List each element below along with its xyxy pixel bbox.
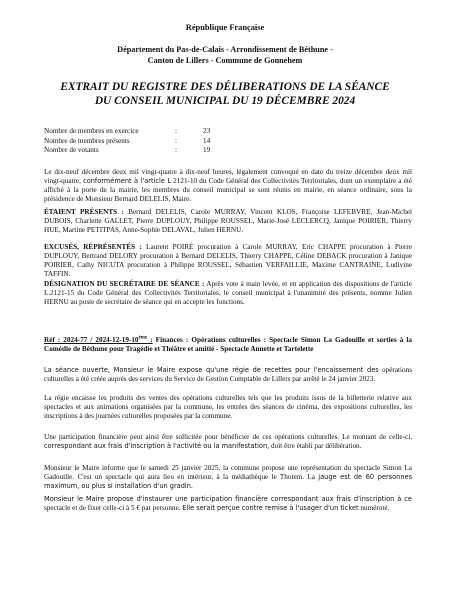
- deliberation-reference: [44, 336, 153, 344]
- reference-colon: :: [147, 336, 153, 344]
- department-line-1: Département du Pas-de-Calais - Arrondissement de Béthune -: [117, 45, 333, 54]
- body-paragraph-3: [44, 433, 412, 451]
- member-count-row: [44, 137, 284, 147]
- member-count-row: [44, 146, 284, 156]
- excused-paragraph: [44, 243, 412, 279]
- convocation-handwritten-text: conformément à l'article L: [83, 176, 172, 185]
- department-header: [60, 45, 390, 67]
- paragraph-text: Monsieur le Maire informe que le samedi 25 janvier 2025, la commune propose une représentation du spectacle Simon La Gadouille. C'est un spectacle qui aura lieu en intérieur, à la médiathèque le Thotem. La: [44, 464, 412, 481]
- member-counts: [44, 127, 284, 156]
- excused-list: Laurent POIRÉ procuration à Carole MURRAY, Eric CHAPPE procuration à Pierre DUPLOUY, Bertrand DELORY procuration à Bernard DELELIS, Thierry CHAPPE, Céline DEBACK procuration à Janique POIRIER, Cathy NICUTA procuration à Philippe ROUSSEL, Sébastien VERFAILLIE, Maxime CANTRAINE, Ludivine TAFFIN.: [44, 243, 412, 278]
- paragraph-text-end: numéroté.: [358, 503, 390, 512]
- reference-suffix: ème: [138, 335, 148, 341]
- secretary-label: DÉSIGNATION DU SECRÉTAIRE DE SÉANCE :: [44, 280, 205, 288]
- deliberation-title: Finances : Opérations culturelles : Spectacle Simon La Gadouille et sorties à la Comédie de Béthune pour Tragédie et Théâtre et amitié - Spectacle Annette et Tartelette: [44, 336, 412, 353]
- member-count-value: 23: [203, 127, 211, 135]
- handwritten-text: Monsieur le Maire propose d'instaurer une participation financière correspondant aux frais d'inscription à ce: [44, 495, 412, 503]
- paragraph-text: La régie encaisse les produits des ventes des opérations culturelles tels que les produits issus de la billetterie relative aux spectacles et aux animations organisées par la commune, les entrées des séances de cinéma, des expositions culturelles, les inscriptions à des journées culturelles proposées par la commune.: [44, 394, 412, 420]
- document-title: [30, 81, 420, 109]
- body-paragraph-2: [44, 394, 412, 421]
- convocation-text-end: 2121-10 du Code Général des Collectivités Territoriales, dont un exemplaire a été affiché à la porte de la mairie, les membres du conseil municipal se sont réunis en mairie, en séance ordinaire, sous la présidence de Monsieur Bernard DELELIS, Maire.: [44, 176, 412, 203]
- member-count-value: 19: [203, 146, 211, 155]
- member-count-label: Nombre de membres en exercice: [44, 127, 139, 135]
- body-paragraph-1: [44, 366, 412, 384]
- member-count-row: [44, 127, 284, 137]
- member-count-colon: :: [175, 127, 177, 135]
- handwritten-text-2: Elle serait perçue contre remise à l'usager d'un ticket: [182, 503, 359, 512]
- paragraph-text: spectacle et de fixer celle-ci à 5 € par personne.: [44, 503, 183, 512]
- excused-label: EXCUSÉS, RÉPRÉSENTÉS :: [44, 243, 142, 251]
- member-count-value: 14: [203, 136, 211, 145]
- title-line-2: DU CONSEIL MUNICIPAL DU 19 DÉCEMBRE 2024: [94, 94, 356, 107]
- handwritten-text: jauge est de 60 personnes maximum, ou plus si installation d'un gradin.: [44, 472, 413, 490]
- convocation-text: Le dix-neuf décembre deux mil vingt-quatre à dix-neuf heures, légalement convoqué en date du treize décembre deux mil vingt-quatre,: [44, 168, 412, 185]
- body-paragraph-4: [44, 464, 412, 491]
- present-label: ÉTAIENT PRÉSENTS :: [44, 208, 124, 216]
- paragraph-text: opérations culturelles a été créée auprès des services du Service de Gestion Comptable de Lillers par arrêté le 24 janvier 2023.: [44, 366, 412, 383]
- handwritten-text: correspondant aux frais d'inscription à l'activité ou la manifestation,: [44, 441, 270, 450]
- paragraph-text: Une participation financière peut ainsi être sollicitée pour bénéficier de ces opérations culturelles. Le montant de celle-ci,: [44, 433, 412, 441]
- reference-number: Réf : 2024-77 / 2024-12-19-10: [44, 336, 139, 344]
- member-count-label: Nombre de membres présents: [44, 136, 130, 145]
- handwritten-text: La séance ouverte, Monsieur le Maire expose qu'une régie de recettes pour l'encaissement des: [44, 366, 379, 374]
- present-list: Bernard DELELIS, Carole MURRAY, Vincent KLOS, Françoise LEFEBVRE, Jean-Michel DUBOIS, Charlette GALLET, Pierre DUPLOUY, Philippe ROUSSEL, Marie-José LECLERCQ, Janique POIRIER, Thierry HUE, Martine PETITPAS, Anne-Sophie DELAVAL, Julien HERNU.: [44, 208, 412, 234]
- deliberation-subject: [44, 336, 412, 354]
- body-paragraph-5: [44, 495, 412, 513]
- convocation-paragraph: [44, 168, 412, 204]
- country-header: République Française: [185, 23, 265, 32]
- secretary-text: Après vote à main levée, et en application des dispositions de l'article L.2121-15 du Code Général des Collectivités Territoriales, le conseil municipal à l'unanimité des présents, nomme Julien HERNU au poste de secrétaire de séance qui en accepte les fonctions.: [44, 280, 412, 306]
- paragraph-text-end: doit être établi par délibération.: [269, 441, 362, 450]
- secretary-paragraph: [44, 280, 412, 307]
- department-line-2: Canton de Lillers - Commune de Gonnehem: [147, 55, 303, 65]
- member-count-label: Nombre de votants: [44, 146, 99, 155]
- member-count-colon: :: [175, 136, 177, 145]
- present-paragraph: [44, 208, 412, 235]
- title-line-1: EXTRAIT DU REGISTRE DES DÉLIBERATIONS DE LA SÉANCE: [60, 81, 390, 93]
- member-count-colon: :: [175, 146, 177, 155]
